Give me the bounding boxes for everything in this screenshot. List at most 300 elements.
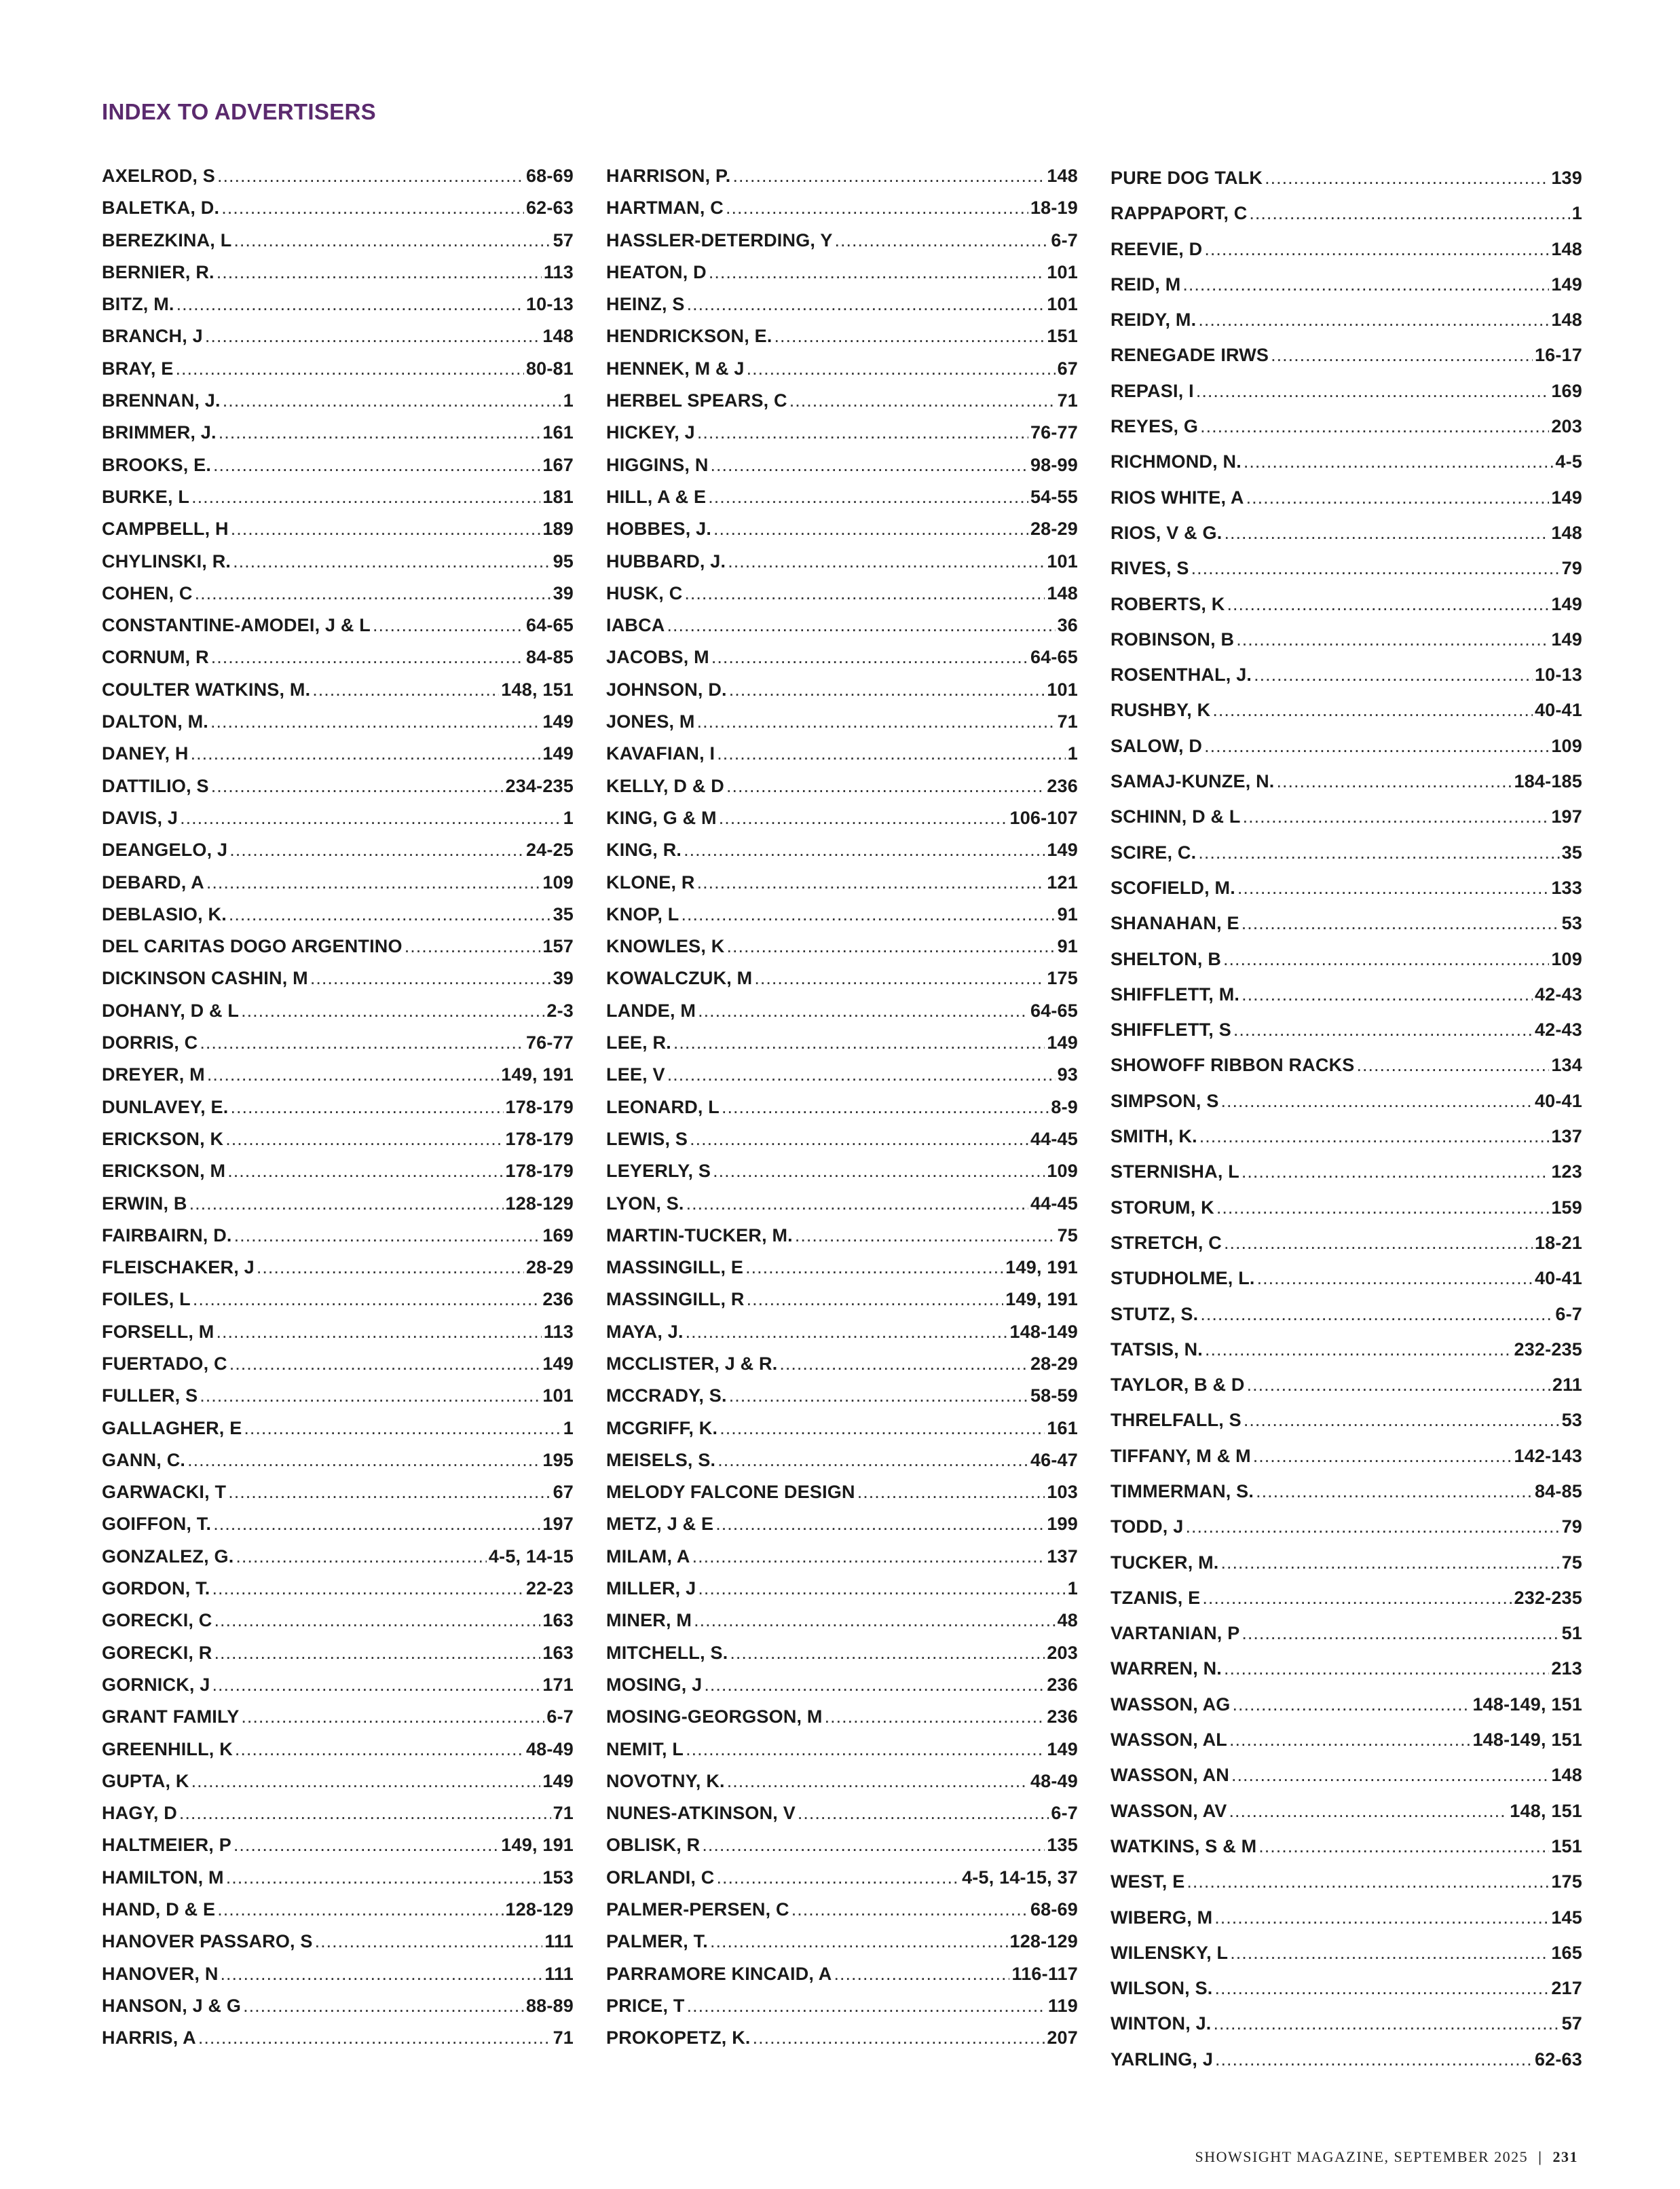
page-reference: 148-149, 151	[1472, 1729, 1582, 1751]
advertiser-name: MCCLISTER, J & R.	[606, 1353, 778, 1374]
page-reference: 148	[1551, 522, 1582, 543]
page-title: INDEX TO ADVERTISERS	[102, 99, 376, 124]
page-reference: 161	[1047, 1417, 1078, 1438]
advertiser-name: COHEN, C	[102, 582, 193, 603]
dot-leader	[717, 1862, 960, 1894]
advertiser-name: WASSON, AL	[1110, 1729, 1228, 1751]
advertiser-name: HILL, A & E	[606, 486, 707, 507]
dot-leader	[1233, 1687, 1471, 1722]
dot-leader	[726, 192, 1028, 224]
page-reference: 44-45	[1030, 1193, 1078, 1214]
advertiser-name: SCIRE, C.	[1110, 842, 1197, 863]
page-reference: 148-149	[1009, 1321, 1078, 1342]
page-reference: 35	[553, 903, 574, 924]
advertiser-name: BRENNAN, J.	[102, 390, 221, 411]
advertiser-name: MAYA, J.	[606, 1321, 684, 1342]
page-reference: 134	[1551, 1055, 1582, 1076]
dot-leader	[1191, 550, 1560, 586]
page-reference: 101	[542, 1385, 574, 1406]
dot-leader	[1229, 1793, 1508, 1829]
advertiser-name: GRANT FAMILY	[102, 1706, 240, 1727]
dot-leader	[217, 257, 542, 288]
page-reference: 149	[542, 711, 574, 732]
dot-leader	[1237, 870, 1549, 905]
dot-leader	[1277, 764, 1512, 799]
page-reference: 145	[1551, 1907, 1582, 1928]
index-entry	[1110, 1793, 1582, 1829]
index-entry	[1110, 1012, 1582, 1047]
page-reference: 213	[1551, 1658, 1582, 1679]
index-entry	[102, 449, 574, 481]
dot-leader	[200, 1027, 524, 1059]
index-entry	[606, 1348, 1078, 1380]
page-reference: 149	[1551, 629, 1582, 650]
dot-leader	[187, 1444, 540, 1476]
page-reference: 16-17	[1534, 345, 1582, 366]
page-reference: 139	[1551, 168, 1582, 188]
index-entry	[606, 192, 1078, 224]
dot-leader	[193, 1284, 541, 1315]
page-reference: 148	[1047, 582, 1078, 603]
advertiser-name: DALTON, M.	[102, 711, 208, 732]
advertiser-name: MASSINGILL, E	[606, 1257, 744, 1278]
page-reference: 128-129	[505, 1193, 574, 1214]
dot-leader	[697, 417, 1028, 449]
advertiser-name: PROKOPETZ, K.	[606, 2027, 751, 2048]
advertiser-name: FLEISCHAKER, J	[102, 1257, 255, 1278]
index-entry	[606, 1508, 1078, 1540]
dot-leader	[720, 1412, 1045, 1444]
index-entry	[102, 1508, 574, 1540]
index-entry	[102, 417, 574, 449]
advertiser-name: ERICKSON, M	[102, 1161, 226, 1182]
index-entry	[1110, 515, 1582, 550]
dot-leader	[1242, 977, 1533, 1012]
dot-leader	[791, 1894, 1028, 1926]
dot-leader	[684, 578, 1045, 610]
advertiser-name: STORUM, K	[1110, 1197, 1214, 1218]
dot-leader	[1198, 302, 1549, 337]
dot-leader	[717, 738, 1066, 770]
advertiser-name: IABCA	[606, 615, 665, 636]
page-reference: 159	[1551, 1197, 1582, 1218]
advertiser-name: LEE, V	[606, 1064, 665, 1085]
index-entry	[606, 2022, 1078, 2054]
dot-leader	[176, 288, 524, 320]
advertiser-name: GARWACKI, T	[102, 1482, 227, 1503]
dot-leader	[1246, 480, 1550, 515]
advertiser-name: YARLING, J	[1110, 2048, 1214, 2070]
dot-leader	[702, 1829, 1045, 1861]
page-reference: 128-129	[1009, 1931, 1078, 1952]
dot-leader	[825, 1701, 1045, 1733]
index-entry	[606, 1220, 1078, 1252]
page-reference: 53	[1561, 913, 1582, 934]
advertiser-name: JACOBS, M	[606, 647, 709, 668]
advertiser-name: TODD, J	[1110, 1516, 1184, 1537]
index-entry	[102, 1926, 574, 1958]
page-reference: 64-65	[1030, 1000, 1078, 1021]
page-reference: 149, 191	[1005, 1289, 1078, 1310]
index-entry	[1110, 1047, 1582, 1083]
page-reference: 4-5, 14-15	[488, 1546, 574, 1567]
page-reference: 121	[1047, 872, 1078, 893]
page-reference: 163	[542, 1642, 574, 1663]
index-entry	[606, 867, 1078, 899]
index-entry	[102, 706, 574, 738]
advertiser-name: STERNISHA, L	[1110, 1161, 1239, 1182]
page-reference: 75	[1057, 1224, 1078, 1246]
index-entry	[1110, 1935, 1582, 1970]
dot-leader	[1196, 373, 1550, 409]
page-reference: 40-41	[1534, 1268, 1582, 1289]
index-entry	[606, 449, 1078, 481]
dot-leader	[719, 802, 1008, 834]
page-reference: 57	[553, 229, 574, 250]
advertiser-name: GORECKI, R	[102, 1642, 212, 1663]
dot-leader	[223, 385, 561, 417]
page-reference: 84-85	[1534, 1480, 1582, 1501]
page-reference: 149	[1551, 487, 1582, 508]
index-entry	[1110, 444, 1582, 479]
footer-page-number: 231	[1552, 2148, 1578, 2165]
index-entry	[606, 1765, 1078, 1797]
dot-leader	[243, 1990, 524, 2022]
index-entry	[1110, 373, 1582, 409]
dot-leader	[1216, 1190, 1550, 1225]
index-entry	[606, 1669, 1078, 1701]
index-entry	[1110, 1757, 1582, 1793]
index-entry	[1110, 1615, 1582, 1651]
advertiser-name: MEISELS, S.	[606, 1449, 716, 1470]
dot-leader	[1249, 195, 1569, 231]
dot-leader	[1243, 799, 1550, 834]
index-entry	[606, 738, 1078, 770]
page-reference: 84-85	[525, 647, 574, 668]
advertiser-name: BRANCH, J	[102, 326, 203, 347]
dot-leader	[704, 1669, 1045, 1701]
advertiser-name: DORRIS, C	[102, 1032, 198, 1053]
index-entry	[606, 1573, 1078, 1605]
page-reference: 6-7	[1555, 1303, 1582, 1324]
dot-leader	[686, 1316, 1008, 1348]
index-entry	[102, 1027, 574, 1059]
advertiser-name: SCOFIELD, M.	[1110, 877, 1235, 898]
advertiser-name: JONES, M	[606, 711, 695, 732]
page-reference: 178-179	[505, 1161, 574, 1182]
dot-leader	[213, 1508, 540, 1540]
advertiser-name: HOBBES, J.	[606, 519, 712, 540]
index-entry	[102, 578, 574, 610]
advertiser-name: GONZALEZ, G.	[102, 1546, 234, 1567]
page-reference: 149	[1551, 274, 1582, 295]
advertiser-name: DEBLASIO, K.	[102, 903, 227, 924]
dot-leader	[722, 1091, 1049, 1123]
index-entry	[102, 1380, 574, 1412]
advertiser-name: TIMMERMAN, S.	[1110, 1480, 1254, 1501]
dot-leader	[198, 2022, 551, 2054]
dot-leader	[1224, 1225, 1533, 1260]
index-entry	[606, 1734, 1078, 1765]
page-reference: 51	[1561, 1623, 1582, 1644]
dot-leader	[1223, 941, 1549, 977]
page-reference: 39	[553, 968, 574, 989]
index-entry	[606, 641, 1078, 673]
page-reference: 54-55	[1030, 486, 1078, 507]
page-reference: 68-69	[525, 166, 574, 186]
dot-leader	[233, 546, 550, 578]
index-entry	[1110, 160, 1582, 195]
dot-leader	[1198, 835, 1559, 870]
advertiser-name: TIFFANY, M & M	[1110, 1445, 1251, 1466]
index-entry	[1110, 1402, 1582, 1438]
advertiser-name: DATTILIO, S	[102, 775, 209, 796]
index-entry	[606, 931, 1078, 962]
advertiser-name: SALOW, D	[1110, 735, 1203, 756]
dot-leader	[1244, 444, 1553, 479]
dot-leader	[312, 674, 499, 706]
dot-leader	[795, 1220, 1056, 1252]
page-reference: 175	[1551, 1871, 1582, 1892]
page-reference: 149	[542, 1353, 574, 1374]
page-reference: 28-29	[525, 1257, 574, 1278]
page-reference: 236	[542, 1289, 574, 1310]
advertiser-name: HUSK, C	[606, 582, 683, 603]
advertiser-name: GORNICK, J	[102, 1674, 210, 1695]
advertiser-name: ROSENTHAL, J.	[1110, 665, 1252, 686]
dot-leader	[715, 1508, 1045, 1540]
page-reference: 80-81	[525, 358, 574, 379]
page-reference: 123	[1551, 1161, 1582, 1182]
dot-leader	[835, 225, 1049, 257]
page-reference: 101	[1047, 261, 1078, 282]
dot-leader	[212, 1669, 541, 1701]
dot-leader	[206, 867, 541, 899]
index-entry	[606, 513, 1078, 545]
advertiser-name: REYES, G	[1110, 416, 1199, 437]
index-entry	[1110, 1474, 1582, 1509]
dot-leader	[229, 1348, 541, 1380]
dot-leader	[1182, 267, 1549, 302]
advertiser-name: HEINZ, S	[606, 294, 685, 315]
index-entry	[606, 802, 1078, 834]
advertiser-name: DANEY, H	[102, 743, 189, 764]
page-reference: 149	[1047, 1032, 1078, 1053]
dot-leader	[373, 610, 524, 641]
dot-leader	[228, 1476, 550, 1508]
advertiser-name: MOSING-GEORGSON, M	[606, 1706, 823, 1727]
page-reference: 232-235	[1514, 1339, 1582, 1360]
page-reference: 10-13	[1534, 665, 1582, 686]
dot-leader	[1242, 1154, 1549, 1189]
page-reference: 197	[542, 1514, 574, 1535]
index-entry	[1110, 1509, 1582, 1544]
page-reference: 48-49	[1030, 1770, 1078, 1791]
page-reference: 91	[1057, 903, 1078, 924]
index-column-3	[1110, 160, 1582, 2077]
advertiser-name: MILLER, J	[606, 1578, 696, 1599]
dot-leader	[692, 1541, 1045, 1573]
advertiser-name: FUERTADO, C	[102, 1353, 227, 1374]
page-footer	[1195, 2148, 1578, 2166]
page-reference: 71	[553, 2027, 574, 2048]
page-reference: 1	[563, 807, 574, 828]
index-entry	[102, 770, 574, 802]
dot-leader	[211, 641, 524, 673]
advertiser-name: DEL CARITAS DOGO ARGENTINO	[102, 936, 403, 957]
index-entry	[1110, 692, 1582, 728]
page-reference: 42-43	[1534, 1019, 1582, 1041]
advertiser-name: BALETKA, D.	[102, 198, 220, 219]
page-reference: 28-29	[1030, 519, 1078, 540]
advertiser-name: HAND, D & E	[102, 1899, 216, 1920]
page-reference: 137	[1047, 1546, 1078, 1567]
advertiser-name: COULTER WATKINS, M.	[102, 679, 311, 700]
index-entry	[606, 546, 1078, 578]
index-entry	[1110, 1332, 1582, 1367]
advertiser-name: WASSON, AV	[1110, 1800, 1227, 1821]
index-entry	[102, 1894, 574, 1926]
advertiser-name: HENDRICKSON, E.	[606, 326, 772, 347]
advertiser-name: MARTIN-TUCKER, M.	[606, 1224, 793, 1246]
advertiser-name: MITCHELL, S.	[606, 1642, 728, 1663]
index-entry	[1110, 1545, 1582, 1580]
footer-separator: |	[1538, 2148, 1543, 2165]
advertiser-name: WIBERG, M	[1110, 1907, 1213, 1928]
page-reference: 79	[1561, 558, 1582, 579]
page-reference: 1	[563, 1417, 574, 1438]
index-entry	[1110, 1119, 1582, 1154]
dot-leader	[754, 962, 1045, 994]
advertiser-name: LEE, R.	[606, 1032, 671, 1053]
index-entry	[1110, 586, 1582, 622]
dot-leader	[205, 320, 541, 352]
dot-leader	[730, 1637, 1045, 1669]
dot-leader	[210, 706, 540, 738]
index-entry	[102, 1765, 574, 1797]
dot-leader	[1185, 1509, 1559, 1544]
dot-leader	[798, 1797, 1049, 1829]
index-entry	[102, 1220, 574, 1252]
advertiser-name: MCGRIFF, K.	[606, 1417, 718, 1438]
page-reference: 189	[542, 519, 574, 540]
index-entry	[102, 546, 574, 578]
advertiser-name: GORECKI, C	[102, 1610, 212, 1631]
dot-leader	[1256, 1474, 1533, 1509]
dot-leader	[727, 1765, 1028, 1797]
dot-leader	[713, 1155, 1045, 1187]
page-reference: 109	[1047, 1161, 1078, 1182]
advertiser-name: KLONE, R	[606, 872, 695, 893]
advertiser-name: TAYLOR, B & D	[1110, 1374, 1245, 1396]
advertiser-name: PALMER-PERSEN, C	[606, 1899, 789, 1920]
dot-leader	[1244, 1402, 1560, 1438]
index-entry	[606, 1444, 1078, 1476]
index-entry	[606, 1188, 1078, 1220]
advertiser-name: SHIFFLETT, S	[1110, 1019, 1231, 1041]
page-reference: 67	[553, 1482, 574, 1503]
page-reference: 71	[553, 1803, 574, 1824]
advertiser-name: GORDON, T.	[102, 1578, 210, 1599]
index-entry	[606, 320, 1078, 352]
dot-leader	[1242, 905, 1560, 941]
index-entry	[102, 1188, 574, 1220]
page-reference: 149	[1047, 1738, 1078, 1759]
advertiser-name: ERWIN, B	[102, 1193, 187, 1214]
page-reference: 103	[1047, 1482, 1078, 1503]
index-entry	[1110, 1970, 1582, 2006]
index-entry	[102, 257, 574, 288]
advertiser-name: MINER, M	[606, 1610, 692, 1631]
page-reference: 148	[1551, 238, 1582, 259]
index-entry	[1110, 337, 1582, 373]
dot-leader	[1224, 1651, 1549, 1686]
dot-leader	[221, 192, 524, 224]
dot-leader	[1204, 231, 1549, 267]
advertiser-name: ROBINSON, B	[1110, 629, 1235, 650]
advertiser-name: PRICE, T	[606, 1995, 685, 2016]
dot-leader	[747, 1284, 1004, 1315]
advertiser-name: FOILES, L	[102, 1289, 191, 1310]
advertiser-name: METZ, J & E	[606, 1514, 714, 1535]
advertiser-name: ORLANDI, C	[606, 1867, 715, 1888]
dot-leader	[226, 1862, 541, 1894]
advertiser-name: STUDHOLME, L.	[1110, 1268, 1255, 1289]
advertiser-name: SHELTON, B	[1110, 948, 1222, 969]
page-reference: 40-41	[1534, 1090, 1582, 1111]
advertiser-name: STRETCH, C	[1110, 1232, 1222, 1253]
dot-leader	[1214, 1900, 1549, 1935]
page-reference: 111	[544, 1963, 574, 1984]
index-entry	[1110, 1154, 1582, 1189]
advertiser-name: MCCRADY, S.	[606, 1385, 727, 1406]
index-entry	[1110, 1829, 1582, 1864]
index-entry	[606, 353, 1078, 385]
page-reference: 148	[1047, 166, 1078, 186]
advertiser-name: RICHMOND, N.	[1110, 451, 1242, 472]
dot-leader	[234, 225, 550, 257]
dot-leader	[1202, 1580, 1512, 1615]
advertiser-name: MILAM, A	[606, 1546, 690, 1567]
page-reference: 75	[1561, 1552, 1582, 1573]
advertiser-name: GREENHILL, K	[102, 1738, 233, 1759]
advertiser-name: MELODY FALCONE DESIGN	[606, 1482, 855, 1503]
index-entry	[102, 802, 574, 834]
advertiser-name: RAPPAPORT, C	[1110, 203, 1248, 224]
index-entry	[606, 1123, 1078, 1155]
advertiser-name: WASSON, AN	[1110, 1765, 1230, 1786]
page-reference: 1	[563, 390, 574, 411]
index-entry	[1110, 231, 1582, 267]
dot-leader	[684, 834, 1045, 866]
page-reference: 148	[1551, 1765, 1582, 1786]
page-reference: 44-45	[1030, 1128, 1078, 1149]
advertiser-name: DUNLAVEY, E.	[102, 1096, 229, 1117]
dot-leader	[1254, 657, 1533, 692]
page-reference: 48	[1057, 1610, 1078, 1631]
dot-leader	[1247, 1367, 1550, 1402]
dot-leader	[834, 1958, 1010, 1990]
index-entry	[606, 578, 1078, 610]
dot-leader	[213, 449, 540, 481]
page-reference: 236	[1047, 1674, 1078, 1695]
dot-leader	[191, 481, 540, 513]
dot-leader	[1221, 1545, 1560, 1580]
page-reference: 153	[542, 1867, 574, 1888]
dot-leader	[1229, 1722, 1470, 1757]
index-column-2	[606, 160, 1078, 2055]
page-reference: 113	[543, 1321, 574, 1342]
